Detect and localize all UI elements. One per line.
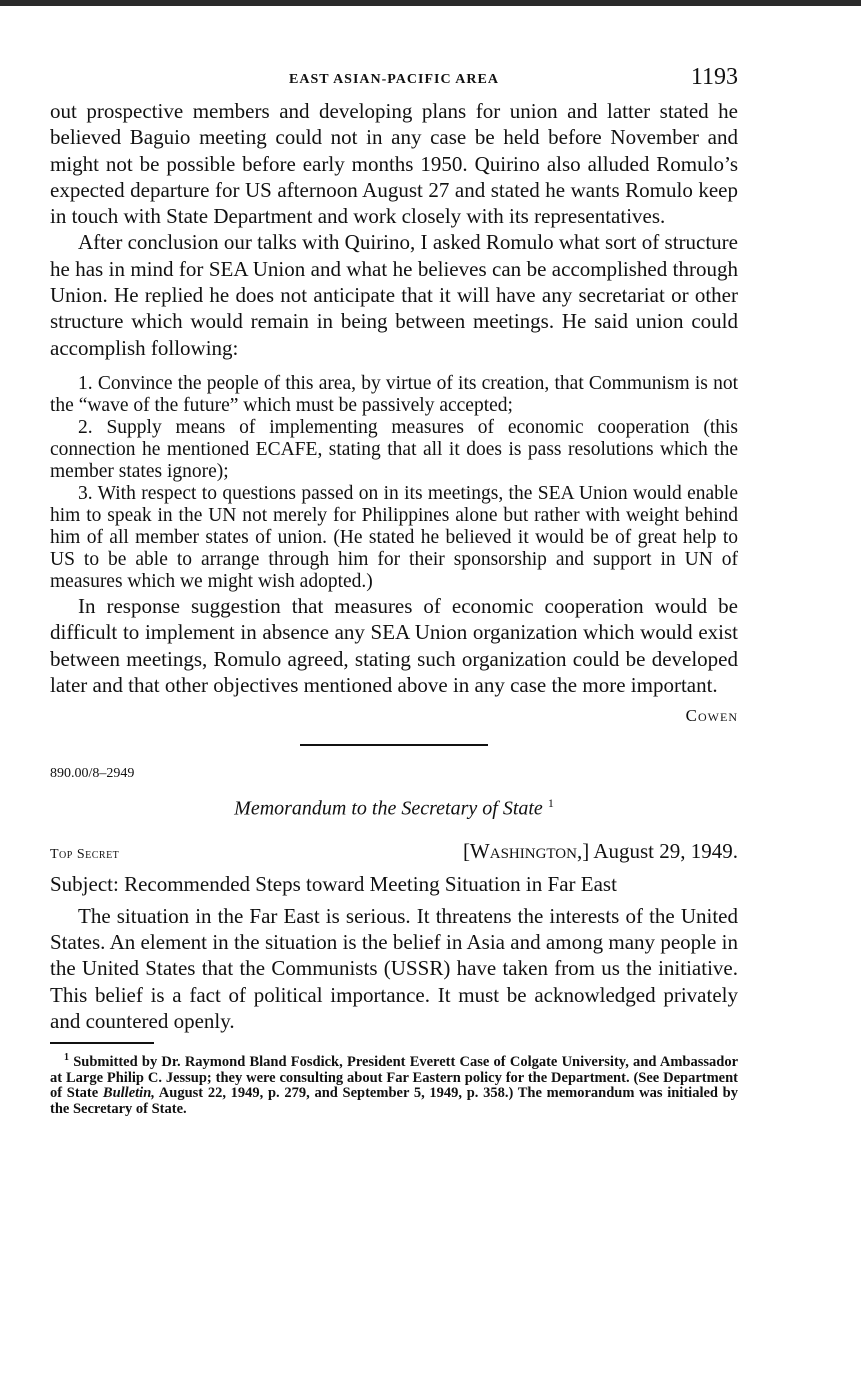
memo-body [50, 903, 738, 1034]
footnote [50, 1050, 738, 1117]
memo-title [50, 796, 738, 821]
running-head [50, 62, 738, 98]
closing-paragraph: In response suggestion that measures of economic cooperation would be difficult to implement in absence any SEA Union organization which would exist between meetings, Romulo agreed, stating such organization could be developed later and that other objectives mentioned above in any case the more important. [50, 593, 738, 697]
footnote-mark: 1 [64, 1052, 69, 1064]
dateline [50, 839, 738, 869]
continuation-paragraph: out prospective members and developing plans for union and latter stated he believed Baguio meeting could not in any case be held before November and might not be possible before early months 1950. Quirino also alluded Romulo’s expected departure for US afternoon August 27 and stated he wants Romulo keep in touch with State Department and work closely with its representatives. [50, 99, 738, 229]
place: [Washington,] [462, 838, 590, 863]
classification-label: Top Secret [50, 846, 120, 862]
page-top-border [0, 0, 861, 6]
footnote-divider [50, 1042, 154, 1044]
page-number: 1193 [690, 64, 738, 90]
section-divider [300, 744, 488, 746]
subject-label: Subject: [50, 871, 119, 896]
subject-line [50, 871, 738, 897]
file-number: 890.00/8–2949 [50, 766, 135, 782]
list-item: 3. With respect to questions passed on in its meetings, the SEA Union would enable him to speak in the UN not merely for Philippines alone but rather with weight behind him of all member states of union. (He stated he believed it would be of great help to US to be able to arrange through him for their sponsorship and support in UN of measures which we might wish adopted.) [50, 482, 738, 592]
subject-text: Recommended Steps toward Meeting Situation in Far East [124, 871, 617, 896]
running-title: EAST ASIAN-PACIFIC AREA [289, 72, 499, 87]
signature: Cowen [685, 706, 738, 726]
structure-paragraph: After conclusion our talks with Quirino, I asked Romulo what sort of structure he has in mind for SEA Union and what he believes can be accomplished through Union. He replied he does not anticipate that it will have any secretariat or other structure which would remain in being between meetings. He said union could accomplish following: [50, 230, 738, 360]
list-item: 1. Convince the people of this area, by virtue of its creation, that Communism is not the “wave of the future” which must be passively accepted; [50, 372, 738, 416]
memo-paragraph: The situation in the Far East is serious. It threatens the interests of the United States. An element in the situation is the belief in Asia and among many people in the United States that the Communists (USSR) have taken from us the initiative. This belief is a fact of political importance. It must be acknowledged privately and countered openly. [50, 903, 738, 1033]
memo-title-text: Memorandum to the Secretary of State [234, 797, 543, 820]
footnote-text-before: Submitted by Dr. Raymond Bland Fosdick, President Everett Case of Colgate University, and Ambassador at Large Philip C. Jessup; they were consulting about Far Eastern policy for the Department. (See Department of State [50, 1054, 739, 1102]
list-item: 2. Supply means of implementing measures of economic cooperation (this connection he mentioned ECAFE, stating that all it does is pass resolutions which the member states ignore); [50, 416, 738, 482]
place-date [463, 839, 738, 864]
footnote-italic: Bulletin, [102, 1085, 155, 1102]
footnote-reference: 1 [547, 796, 554, 811]
footnote-text-after: August 22, 1949, p. 279, and September 5, 1949, p. 358.) The memorandum was initialed by the Secretary of State. [50, 1085, 738, 1117]
objectives-list [50, 373, 738, 593]
document-page [50, 62, 738, 1118]
date: August 29, 1949. [593, 838, 738, 863]
body-text [50, 98, 738, 698]
